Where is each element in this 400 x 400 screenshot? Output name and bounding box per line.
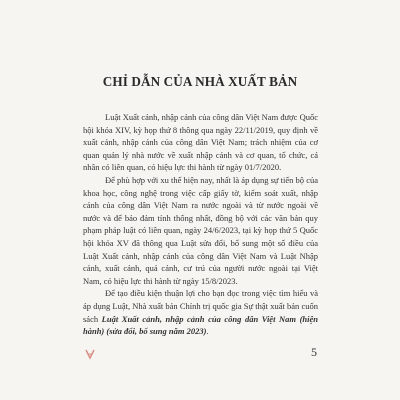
paragraph-3 (83, 287, 318, 337)
publisher-logo-icon (84, 348, 96, 360)
page-number: 5 (311, 345, 317, 359)
paragraph-3-end: . (206, 326, 209, 337)
book-title: Luật Xuất cảnh, nhập cảnh của công dân Việt Nam (hiện hành) (sửa đổi, bổ sung năm 2023) (83, 313, 318, 337)
page-title: CHỈ DẪN CỦA NHÀ XUẤT BẢN (102, 74, 298, 89)
paragraph-2: Để phù hợp với xu thế hiện nay, nhất là áp dụng sự tiến bộ của khoa học, công nghệ trong việc cấp giấy tờ, kiểm soát xuất, nhập cảnh của công dân Việt Nam ra nước ngoài và từ nước ngoài về nước và để bảo đảm tính thống nhất, đồng bộ với các văn bản quy phạm pháp luật có liên quan, ngày 24/6/2023, tại kỳ họp thứ 5 Quốc hội khóa XV đã thông qua Luật sửa đổi, bổ sung một số điều của Luật Xuất cảnh, nhập cảnh của công dân Việt Nam và Luật Nhập cảnh, xuất cảnh, quá cảnh, cư trú của người nước ngoài tại Việt Nam, có hiệu lực thi hành từ ngày 15/8/2023. (83, 174, 318, 286)
paragraph-1: Luật Xuất cảnh, nhập cảnh của công dân Việt Nam được Quốc hội khóa XIV, kỳ họp thứ 8 thông qua ngày 22/11/2019, quy định về xuất cảnh, nhập cảnh của công dân Việt Nam; trách nhiệm của cơ quan quản lý nhà nước về xuất nhập cảnh và cơ quan, tổ chức, cá nhân có liên quan, có hiệu lực thi hành từ ngày 01/7/2020. (83, 112, 318, 173)
paragraph-3-text: Để tạo điều kiện thuận lợi cho bạn đọc trong việc tìm hiểu và áp dụng Luật, Nhà xuất bản Chính trị quốc gia Sự thật xuất bản cuốn sách (83, 288, 318, 324)
page-body (83, 111, 318, 338)
